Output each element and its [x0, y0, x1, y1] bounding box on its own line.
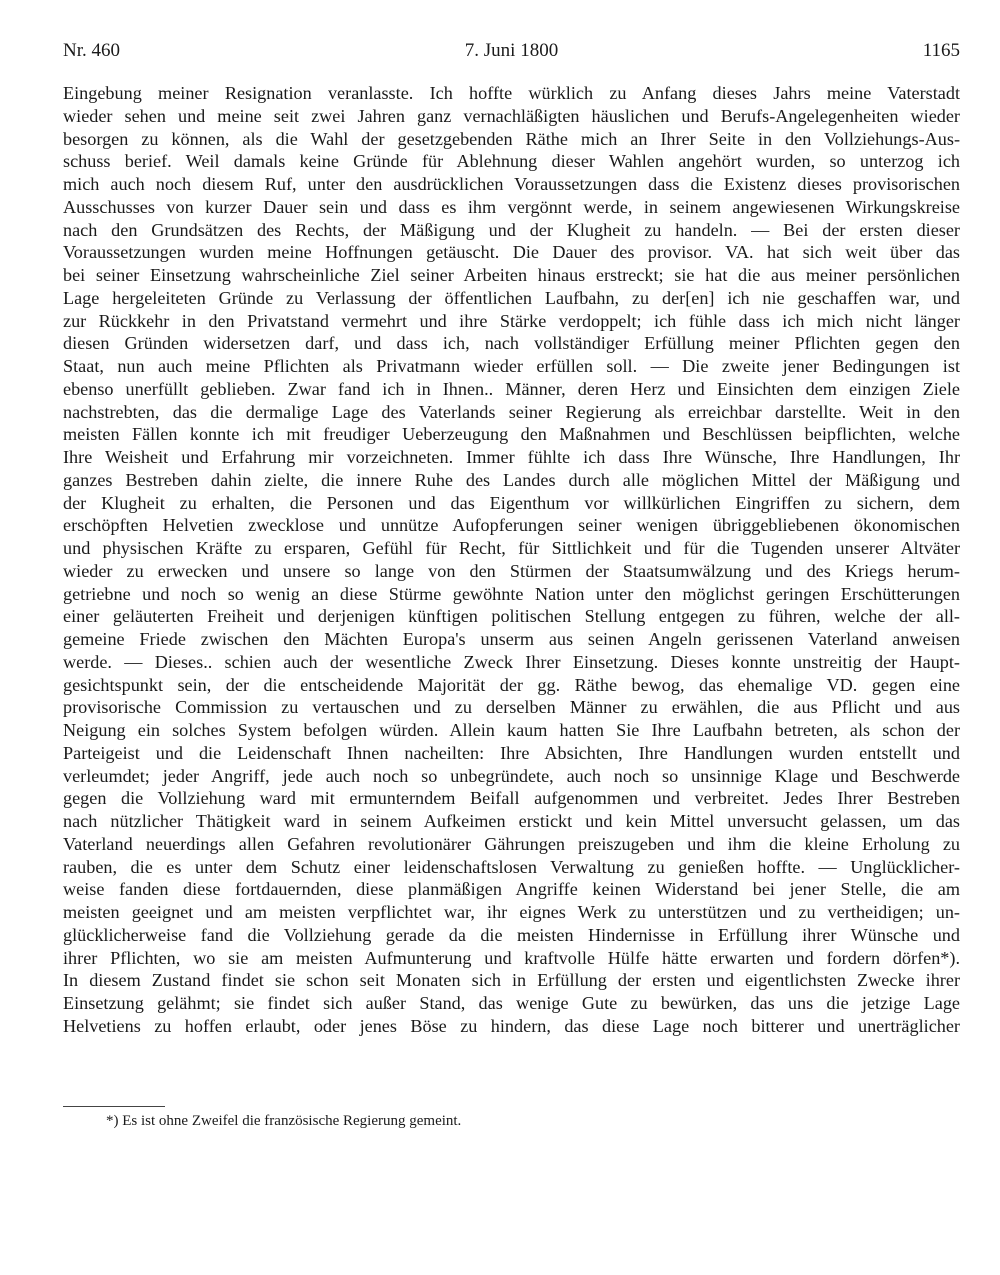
- text-line: glücklicherweise fand die Vollziehung gerade da die meisten Hindernisse in Erfüllung ihrer Wünsche und: [63, 924, 960, 945]
- text-line: nach nützlicher Thätigkeit ward in seinem Aufkeimen erstickt und kein Mittel unversucht gelassen, um das: [63, 811, 960, 831]
- text-line: einer geläuterten Freiheit und derjenigen künftigen politischen Stellung entgegen zu führen, welche der all-: [63, 606, 960, 627]
- text-line: gemeine Friede zwischen den Mächten Europa's unserm aus seinen Angeln gerissenen Vaterland anweisen: [63, 629, 960, 649]
- text-line: getriebne und noch so wenig an diese Stürme gewöhnte Nation unter den möglichst geringen Erschütterungen: [63, 583, 960, 604]
- text-line: Voraussetzungen wurden meine Hoffnungen getäuscht. Die Dauer des provisor. VA. hat sich weit über das: [63, 242, 960, 263]
- text-line: werde. — Dieses.. schien auch der wesentliche Zweck Ihrer Einsetzung. Dieses konnte unstreitig der Haupt-: [63, 651, 960, 672]
- text-line: Helvetiens zu hoffen erlaubt, oder jenes Böse zu hindern, das diese Lage noch bitterer und unerträglicher: [63, 1015, 960, 1036]
- text-line: ihrer Pflichten, wo sie am meisten Aufmunterung und kraftvolle Hülfe hätte erwarten und fordern dörfen*).: [63, 947, 960, 968]
- text-line: In diesem Zustand findet sie schon seit Monaten sich in Erfüllung der ersten und eigentlichsten Zwecke ihrer: [63, 970, 960, 991]
- text-line: nach den Grundsätzen des Rechts, der Mäßigung und der Klugheit zu handeln. — Bei der ersten dieser: [63, 219, 960, 240]
- footnote: *) Es ist ohne Zweifel die französische Regierung gemeint.: [106, 1113, 462, 1129]
- text-line: Vaterland neuerdings allen Gefahren revolutionärer Gährungen preiszugeben und ihm die kleine Erholung zu: [63, 833, 960, 854]
- text-line: diesen Gründen widersetzen darf, und dass ich, nach vollständiger Erfüllung meiner Pflichten gegen den: [63, 333, 960, 354]
- document-number: Nr. 460: [63, 40, 120, 61]
- text-line: wieder sehen und meine seit zwei Jahren ganz vernachläßigten häuslichen und Berufs-Angelegenheiten wieder: [63, 105, 960, 126]
- text-line: nachstrebten, das die dermalige Lage des Vaterlands seiner Regierung als erreichbar darstellte. Weit in den: [63, 401, 960, 422]
- text-line: bei seiner Einsetzung wahrscheinliche Ziel seiner Arbeiten hinaus erstreckt; sie hat die aus meiner persönlichen: [63, 265, 960, 285]
- text-line: mich auch noch diesem Ruf, unter den ausdrücklichen Voraussetzungen dass die Existenz dieses provisorischen: [63, 174, 960, 194]
- text-line: schuss berief. Weil damals keine Gründe für Ablehnung dieser Wahlen angehört wurden, so unterzog ich: [63, 151, 960, 172]
- text-line: wieder zu erwecken und unsere so lange von den Stürmen der Staatsumwälzung und des Kriegs herum-: [63, 560, 960, 581]
- text-line: Eingebung meiner Resignation veranlasste. Ich hoffte würklich zu Anfang dieses Jahrs meine Vaterstadt: [63, 83, 960, 103]
- footnote-divider: [63, 1106, 165, 1107]
- text-line: erschöpften Helvetien zwecklose und unnütze Aufopferungen seiner wenigen übriggebliebenen ökonomischen: [63, 515, 960, 536]
- text-line: und physischen Kräfte zu ersparen, Gefühl für Recht, für Sittlichkeit und für die Tugenden unserer Altväter: [63, 538, 960, 558]
- page-number: 1165: [922, 40, 960, 61]
- text-line: provisorische Commission zu vertauschen und zu derselben Männer zu erwählen, die aus Pflicht und aus: [63, 697, 960, 718]
- text-line: Einsetzung gelähmt; sie findet sich außer Stand, das wenige Gute zu bewürken, das uns die jetzige Lage: [63, 993, 960, 1013]
- text-line: rauben, die es unter dem Schutz einer leidenschaftslosen Verwaltung zu genießen hoffte. — Unglücklicher-: [63, 856, 960, 877]
- text-line: gesichtspunkt sein, der die entscheidende Majorität der gg. Räthe bewog, das ehemalige VD. gegen eine: [63, 674, 960, 695]
- page-header: [63, 40, 960, 74]
- text-line: zur Rückkehr in den Privatstand vermehrt und ihre Stärke verdoppelt; ich fühle dass ich mich nicht länger: [63, 310, 960, 331]
- text-line: Ihre Weisheit und Erfahrung mir vorzeichneten. Immer fühlte ich dass Ihre Wünsche, Ihre Handlungen, Ihr: [63, 447, 960, 467]
- text-line: weise fanden diese fortdauernden, diese planmäßigen Angriffe keinen Widerstand bei jener Stelle, die am: [63, 879, 960, 900]
- text-line: besorgen zu können, als die Wahl der gesetzgebenden Räthe mich an Ihrer Seite in den Vollziehungs-Aus-: [63, 128, 960, 149]
- text-line: Staat, nun auch meine Pflichten als Privatmann wieder erfüllen soll. — Die zweite jener Bedingungen ist: [63, 356, 960, 376]
- text-line: Neigung ein solches System befolgen würden. Allein kaum hatten Sie Ihre Laufbahn betreten, als schon der: [63, 720, 960, 740]
- text-line: verleumdet; jeder Angriff, jede auch noch so unbegründete, auch noch so unsinnige Klage und Beschwerde: [63, 765, 960, 786]
- text-line: meisten geeignet und am meisten verpflichtet war, ihr eignes Werk zu unterstützen und zu vertheidigen; un-: [63, 902, 960, 922]
- text-line: gegen die Vollziehung ward mit ermunterndem Beifall aufgenommen und verbreitet. Jedes Ihrer Bestreben: [63, 788, 960, 809]
- text-line: meisten Fällen konnte ich mit freudiger Ueberzeugung den Maßnahmen und Beschlüssen beipflichten, welche: [63, 424, 960, 445]
- text-line: Parteigeist und die Leidenschaft Ihnen nacheilten: Ihre Absichten, Ihre Handlungen wurden entstellt und: [63, 742, 960, 763]
- body-text: [63, 82, 960, 1038]
- text-line: ebenso unerfüllt geblieben. Zwar fand ich in Ihnen.. Männer, deren Herz und Einsichten dem einzigen Ziele: [63, 378, 960, 399]
- document-date: 7. Juni 1800: [464, 40, 559, 61]
- text-line: der Klugheit zu erhalten, die Personen und das Eigenthum vor willkürlichen Eingriffen zu sichern, dem: [63, 492, 960, 513]
- text-line: Ausschusses von kurzer Dauer sein und dass es ihm vergönnt werde, in seinem angewiesenen Wirkungskreise: [63, 196, 960, 217]
- text-line: ganzes Bestreben dahin zielte, die innere Ruhe des Landes durch alle möglichen Mittel der Mäßigung und: [63, 469, 960, 490]
- text-line: Lage hergeleiteten Gründe zu Verlassung der öffentlichen Laufbahn, zu der[en] ich nie geschaffen war, und: [63, 287, 960, 308]
